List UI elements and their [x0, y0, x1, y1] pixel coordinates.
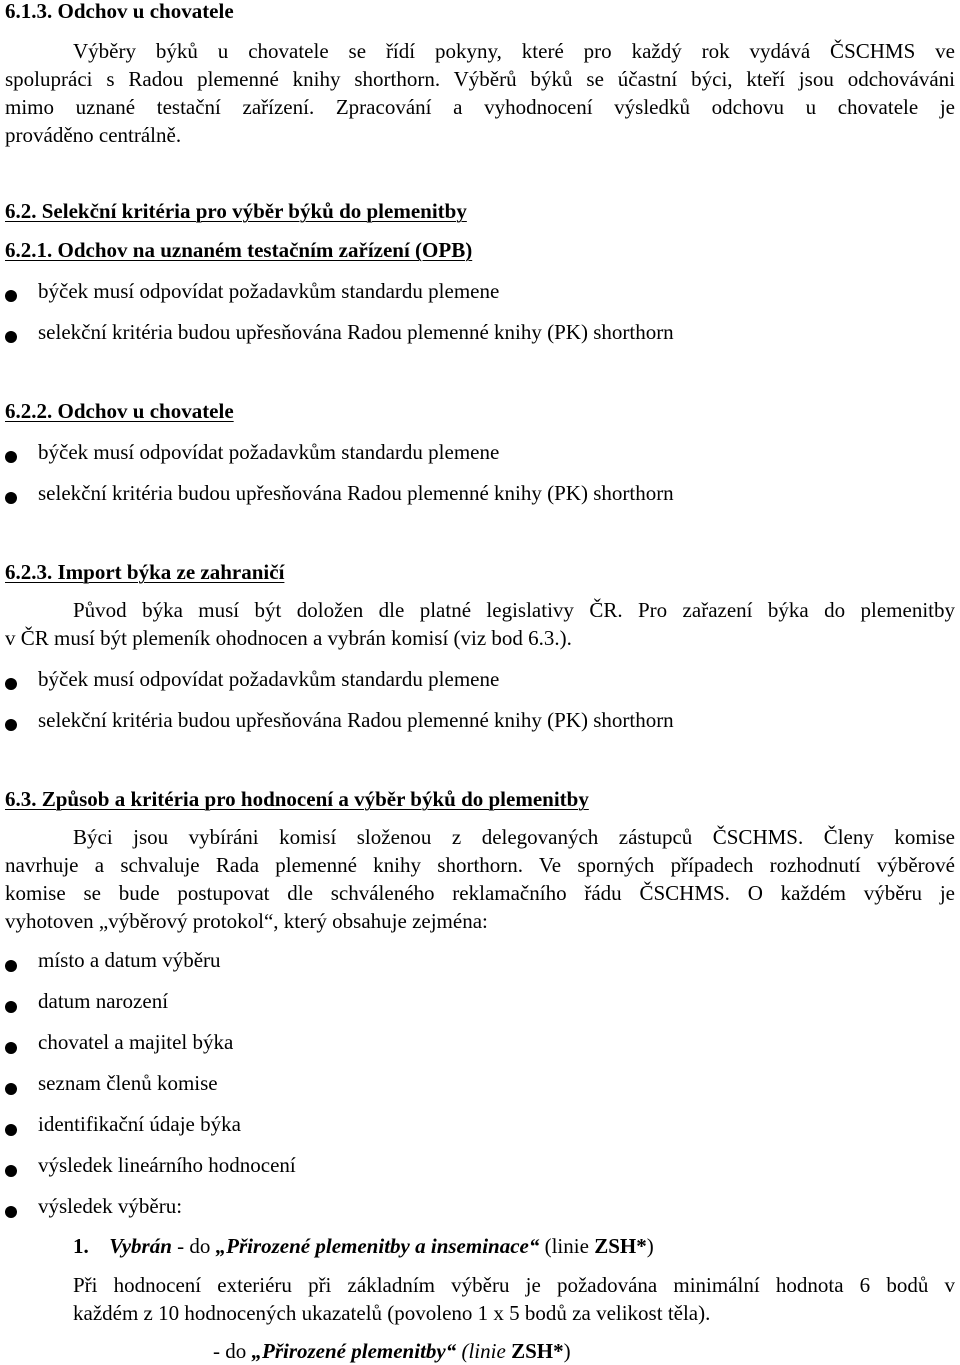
bullet-item: býček musí odpovídat požadavkům standardu plemene	[38, 667, 500, 691]
paragraph-line: každém z 10 hodnocených ukazatelů (povoleno 1 x 5 bodů za velikost těla).	[73, 1301, 711, 1325]
paragraph-result-1	[73, 1271, 955, 1327]
paragraph-line: vyhotoven „výběrový protokol“, který obsahuje zejména:	[5, 909, 488, 933]
paragraph-line: mimo uznané testační zařízení. Zpracování a vyhodnocení výsledků odchovu u chovatele je	[5, 95, 955, 119]
bullet-icon	[5, 960, 17, 972]
heading-6-2-3: 6.2.3. Import býka ze zahraničí	[5, 560, 285, 584]
linie-open: (linie	[539, 1234, 595, 1258]
bullet-item: selekční kritéria budou upřesňována Radou plemenné knihy (PK) shorthorn	[38, 481, 674, 505]
bullet-icon	[5, 678, 17, 690]
bullet-icon	[5, 1124, 17, 1136]
paragraph-line: Původ býka musí být doložen dle platné legislativy ČR. Pro zařazení býka do plemenitby	[73, 598, 955, 622]
bullet-icon	[5, 451, 17, 463]
heading-6-2-1: 6.2.1. Odchov na uznaném testačním zařízení (OPB)	[5, 238, 473, 262]
bullet-icon	[5, 1206, 17, 1218]
linie-open: (linie	[456, 1339, 512, 1363]
paragraph-6-1-3	[5, 37, 955, 149]
bullet-icon	[5, 1083, 17, 1095]
paragraph-line: navrhuje a schvaluje Rada plemenné knihy shorthorn. Ve sporných případech rozhodnutí výběrové	[5, 853, 955, 877]
bullet-item: datum narození	[38, 989, 169, 1013]
linie-close: )	[646, 1234, 654, 1258]
bullet-icon	[5, 492, 17, 504]
bullet-item: identifikační údaje býka	[38, 1112, 241, 1136]
paragraph-6-3	[5, 823, 955, 935]
bullet-icon	[5, 331, 17, 343]
bullet-item: seznam členů komise	[38, 1071, 218, 1095]
bullet-icon	[5, 290, 17, 302]
bullet-icon	[5, 1165, 17, 1177]
linie-code: ZSH*	[594, 1234, 647, 1258]
paragraph-line: Výběry býků u chovatele se řídí pokyny, které pro každý rok vydává ČSCHMS ve	[73, 39, 955, 63]
result-target: „Přirozené plemenitby a inseminace“	[215, 1234, 540, 1258]
linie-code: ZSH*	[511, 1339, 564, 1363]
bullet-item: výsledek výběru:	[38, 1194, 183, 1218]
result-option-1	[73, 1232, 654, 1260]
paragraph-line: prováděno centrálně.	[5, 123, 182, 147]
bullet-item: selekční kritéria budou upřesňována Radou plemenné knihy (PK) shorthorn	[38, 708, 674, 732]
heading-6-2-2: 6.2.2. Odchov u chovatele	[5, 399, 234, 423]
heading-6-3: 6.3. Způsob a kritéria pro hodnocení a výběr býků do plemenitby	[5, 787, 589, 811]
paragraph-line: Býci jsou vybíráni komisí složenou z delegovaných zástupců ČSCHMS. Členy komise	[73, 825, 955, 849]
bullet-item: místo a datum výběru	[38, 948, 221, 972]
bullet-item: býček musí odpovídat požadavkům standardu plemene	[38, 440, 500, 464]
heading-6-1-3: 6.1.3. Odchov u chovatele	[5, 0, 234, 23]
bullet-icon	[5, 719, 17, 731]
bullet-icon	[5, 1001, 17, 1013]
bullet-item: selekční kritéria budou upřesňována Radou plemenné knihy (PK) shorthorn	[38, 320, 674, 344]
result-label: Vybrán	[109, 1234, 172, 1258]
heading-6-2: 6.2. Selekční kritéria pro výběr býků do plemenitby	[5, 199, 467, 223]
bullet-item: chovatel a majitel býka	[38, 1030, 234, 1054]
paragraph-6-2-3	[5, 596, 955, 652]
result-number: 1.	[73, 1234, 89, 1258]
paragraph-line: Při hodnocení exteriéru při základním výběru je požadována minimální hodnota 6 bodů v	[73, 1273, 955, 1297]
result-dash: - do	[213, 1339, 252, 1363]
bullet-icon	[5, 1042, 17, 1054]
result-option-2	[213, 1337, 571, 1365]
paragraph-line: v ČR musí být plemeník ohodnocen a vybrán komisí (viz bod 6.3.).	[5, 626, 572, 650]
bullet-item: býček musí odpovídat požadavkům standardu plemene	[38, 279, 500, 303]
paragraph-line: spolupráci s Radou plemenné knihy shorthorn. Výběrů býků se účastní býci, kteří jsou odchováváni	[5, 67, 955, 91]
bullet-item: výsledek lineárního hodnocení	[38, 1153, 296, 1177]
paragraph-line: komise se bude postupovat dle schváleného reklamačního řádu ČSCHMS. O každém výběru je	[5, 881, 955, 905]
result-target: „Přirozené plemenitby“	[251, 1339, 457, 1363]
result-dash: - do	[171, 1234, 216, 1258]
linie-close: )	[563, 1339, 571, 1363]
